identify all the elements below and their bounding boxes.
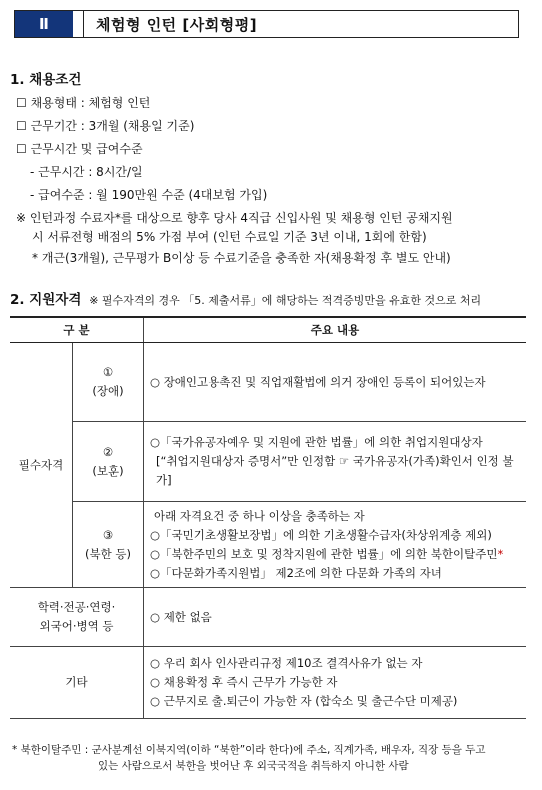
group-label-required: 필수자격 — [10, 343, 73, 588]
table-header-content: 주요 내용 — [144, 317, 527, 343]
row-veteran-number: ② — [102, 444, 114, 459]
footnote-marker: * — [497, 546, 504, 561]
note-completion-criteria: * 개근(3개월), 근무평가 B이상 등 수료기준을 충족한 자(채용확정 후 별도 안내) — [32, 251, 451, 265]
footnote — [12, 742, 486, 774]
row-disability-name: (장애) — [92, 384, 124, 398]
row-other-line2: ○ 채용확정 후 즉시 근무가 가능한 자 — [150, 675, 338, 689]
condition-employment-type: ☐ 채용형태 : 체험형 인턴 — [16, 96, 151, 110]
row-north-line1: 아래 자격요건 중 하나 이상을 충족하는 자 — [154, 508, 365, 523]
row-disability-number: ① — [102, 365, 114, 379]
row-other-content — [144, 647, 527, 719]
row-veteran-line1: ○「국가유공자예우 및 지원에 관한 법률」에 의한 취업지원대상자 — [150, 435, 483, 449]
row-north-line4: ○「다문화가족지원법」 제2조에 의한 다문화 가족의 자녀 — [150, 565, 442, 580]
section-title: 체험형 인턴 [사회형평] — [83, 11, 518, 37]
qualification-table — [10, 316, 526, 719]
row-veteran-line2: [“취업지원대상자 증명서”만 인정함 ☞ 국가유공자(가족)확인서 인정 불가] — [156, 454, 514, 487]
row-north-line2: ○「국민기초생활보장법」에 의한 기초생활수급자(차상위계층 제외) — [150, 527, 492, 542]
row-north-label — [73, 502, 144, 588]
row-other-line1: ○ 우리 회사 인사관리규정 제10조 결격사유가 없는 자 — [150, 656, 423, 670]
heading-qualifications: 2. 지원자격 — [10, 292, 82, 308]
condition-salary: - 급여수준 : 월 190만원 수준 (4대보험 가입) — [30, 188, 268, 202]
note-bonus-points-cont: 시 서류전형 배점의 5% 가점 부여 (인턴 수료일 기준 3년 이내, 1회에 한함) — [32, 230, 427, 244]
note-bonus-points: ※ 인턴과정 수료자*를 대상으로 향후 당사 4직급 신입사원 및 채용형 인턴 공채지원 — [16, 211, 453, 225]
row-education-label — [10, 588, 144, 647]
row-disability-label — [73, 343, 144, 422]
section-header — [14, 10, 519, 38]
row-veteran-name: (보훈) — [92, 463, 124, 478]
row-veteran-label — [73, 422, 144, 502]
row-veteran-content — [144, 422, 527, 502]
table-header-category: 구 분 — [10, 317, 144, 343]
row-other-label: 기타 — [10, 647, 144, 719]
heading-employment-conditions: 1. 채용조건 — [10, 72, 82, 88]
row-disability-content: ○ 장애인고용촉진 및 직업재활법에 의거 장애인 등록이 되어있는자 — [144, 343, 527, 422]
heading-qualifications-row — [10, 292, 481, 309]
row-education-label2: 외국어·병역 등 — [39, 619, 114, 633]
footnote-line1: * 북한이탈주민 : 군사분계선 이북지역(이하 “북한”이라 한다)에 주소, 직계가족, 배우자, 직장 등을 두고 — [12, 744, 486, 756]
row-education-content: ○ 제한 없음 — [144, 588, 527, 647]
row-north-content — [144, 502, 527, 588]
row-other-line3: ○ 근무지로 출.퇴근이 가능한 자 (합숙소 및 출근수단 미제공) — [150, 694, 458, 708]
row-education-label1: 학력·전공·연령· — [37, 600, 116, 614]
qualification-note: ※ 필수자격의 경우 「5. 제출서류」에 해당하는 적격증빙만을 유효한 것으로 처리 — [89, 294, 482, 307]
condition-work-period: ☐ 근무기간 : 3개월 (채용일 기준) — [16, 119, 195, 133]
section-number: Ⅱ — [15, 11, 73, 37]
footnote-line2: 있는 사람으로서 북한을 벗어난 후 외국국적을 취득하지 아니한 사람 — [98, 760, 409, 772]
row-north-name: (북한 등) — [85, 546, 131, 561]
row-north-line3: ○「북한주민의 보호 및 정착지원에 관한 법률」에 의한 북한이탈주민 — [150, 546, 498, 561]
row-north-number: ③ — [102, 527, 114, 542]
condition-work-hours: - 근무시간 : 8시간/일 — [30, 165, 143, 179]
condition-hours-pay: ☐ 근무시간 및 급여수준 — [16, 142, 143, 156]
row-north-line3-wrap — [150, 545, 526, 564]
